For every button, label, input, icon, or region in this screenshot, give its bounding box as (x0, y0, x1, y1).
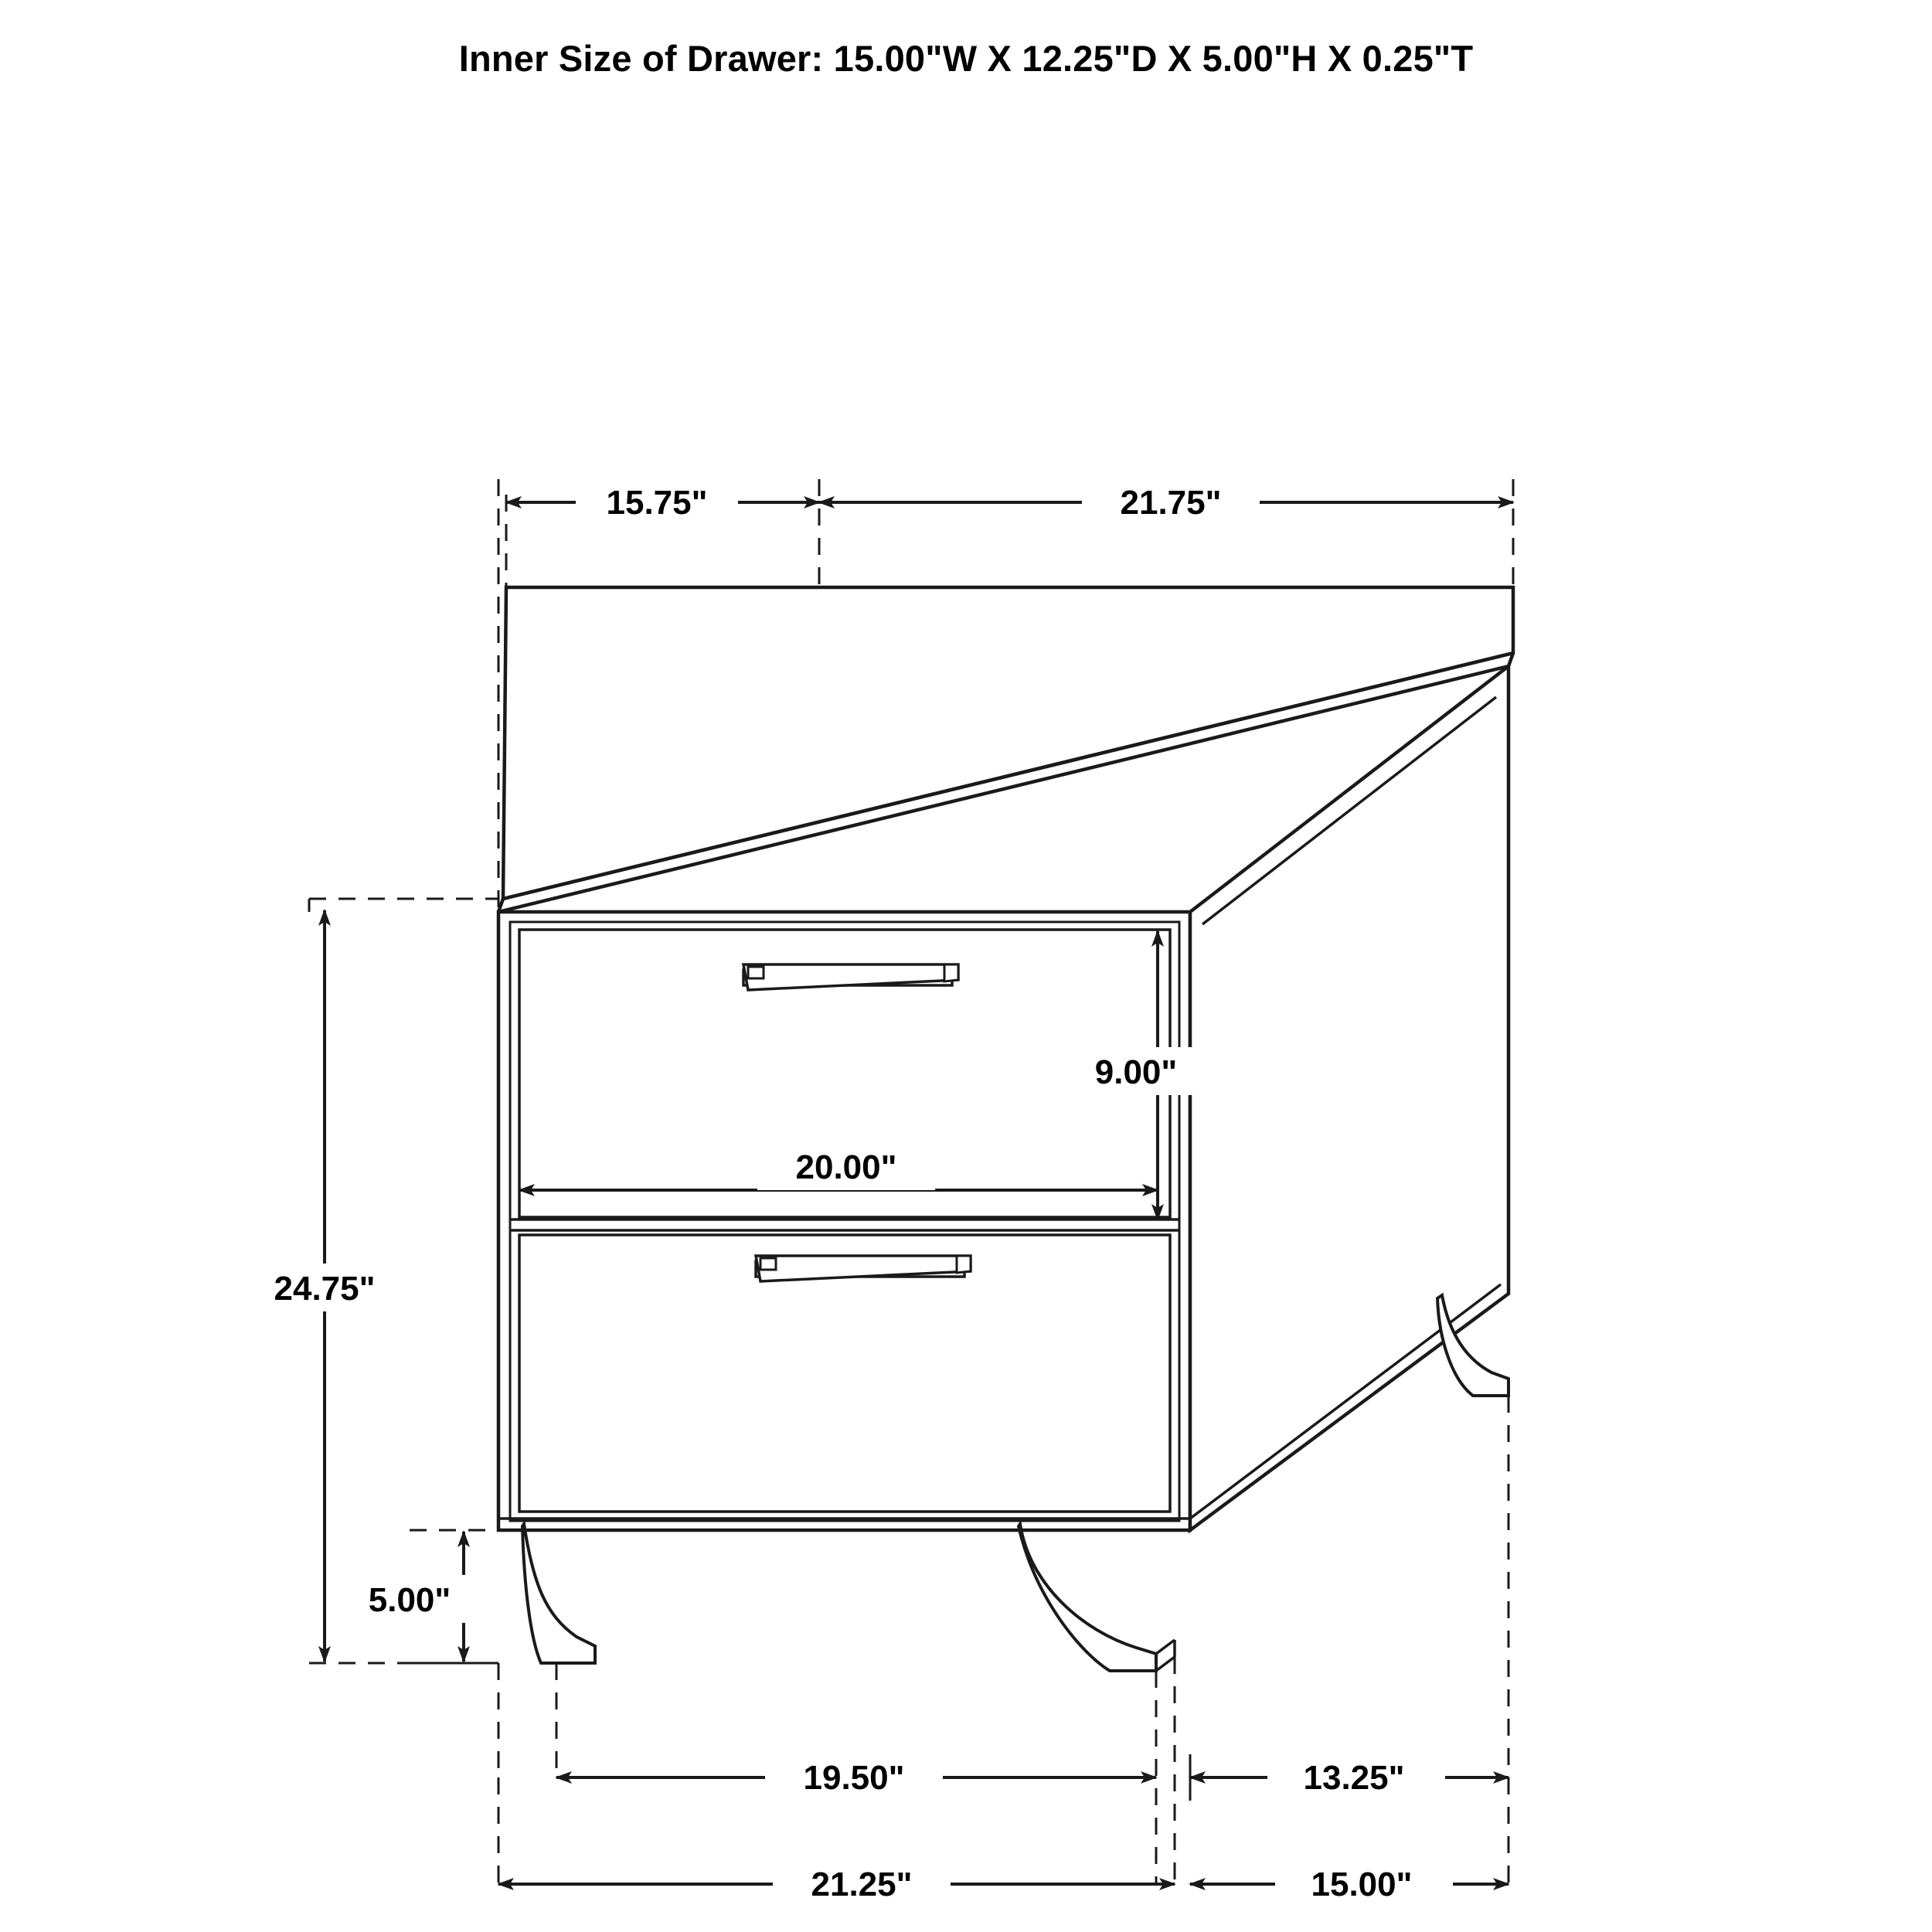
label-front-inner-width: 19.50" (803, 1759, 905, 1797)
label-leg-height: 5.00" (368, 1581, 451, 1619)
label-front-outer-width: 21.25" (811, 1866, 913, 1903)
drawer-handle-bottom[interactable] (756, 1256, 971, 1281)
label-drawer-width: 20.00" (795, 1148, 897, 1186)
label-top-width: 21.75" (1120, 484, 1222, 522)
leg-front-right (1019, 1524, 1175, 1671)
drawer-handle-top[interactable] (743, 964, 958, 990)
label-drawer-height: 9.00" (1094, 1053, 1178, 1091)
label-side-inner-depth: 13.25" (1303, 1759, 1405, 1797)
page-title: Inner Size of Drawer: 15.00"W X 12.25"D X 5.00"H X 0.25"T (458, 38, 1474, 79)
label-overall-height: 24.75" (274, 1270, 376, 1308)
drawer-bottom[interactable] (519, 1235, 1170, 1512)
leg-front-left (522, 1524, 595, 1663)
label-top-depth: 15.75" (606, 484, 708, 522)
label-side-outer-depth: 15.00" (1311, 1866, 1413, 1903)
